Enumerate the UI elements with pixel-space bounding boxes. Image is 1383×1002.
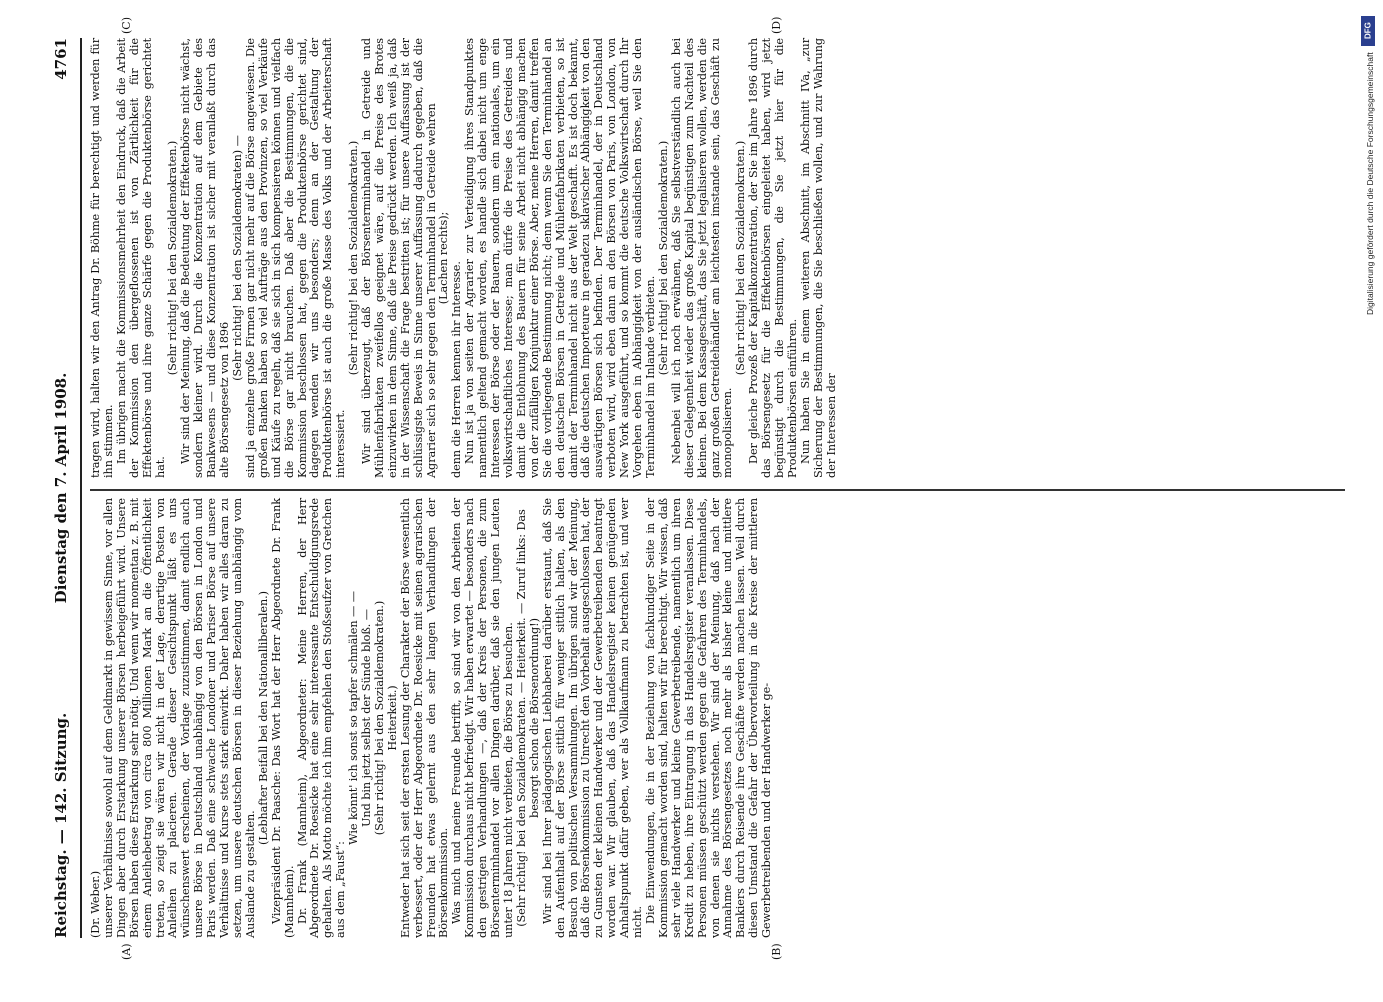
page-number: 4761 [52, 38, 70, 80]
paragraph: Im übrigen macht die Kommissionsmehrheit den Eindruck, daß die Arbeit der Kommission den übergeflossenen ist von Zärtlichkeit für die Effektenbörse und ihre ganze Schärfe gegen die Produktenbörse gerichtet hat. [114, 38, 167, 478]
header-rule [80, 38, 82, 938]
paragraph: unserer Verhältnisse sowohl auf dem Geldmarkt in gewissem Sinne, vor allen Dingen aber durch Erstarkung unserer Börsen herbeigeführt wird. Unsere Börsen haben diese Erstarkung sehr nötig. Und wenn wir momentan z. B. mit einem Anleihebetrag von circa 800 Millionen Mark an die Öffentlichkeit treten, so zeigt sie wären wir nicht in der Lage, derartige Posten von Anleihen zu placieren. Gerade dieser Gesichtspunkt läßt es uns wünschenswert erscheinen, der Vorlage zuzustimmen, damit endlich auch unsere Börse in Deutschland unabhängig von den Börsen in London und Paris werden. Daß eine schwache Londoner und Pariser Börse auf unsere Verhältnisse und Kurse stets stark einwirkt. Daher haben wir alles daran zu setzen, um unsere deutschen Börsen in dieser Beziehung unabhängig vom Auslande zu gestalten. [101, 498, 257, 938]
paragraph: sind ja einzelne große Firmen gar nicht mehr auf die Börse angewiesen. Die großen Banken haben so viel Aufträge aus den Provinzen, so viel Verkäufe und Käufe zu regeln, daß sie sich in sich kompensieren können und vielfach die Börse gar nicht brauchen. Daß aber die Bestimmungen, die die Kommission beschlossen hat, gegen die Produktenbörse gerichtet sind, dagegen wenden wir uns besonders; denn an der Gestaltung der Produktenbörse ist auch die große Masse des Volks und der Arbeiterschaft interessiert. [243, 38, 348, 478]
interjection: (Sehr richtig! bei den Sozialdemokraten) — [230, 135, 244, 381]
paragraph: Wir sind überzeugt, daß der Börsenterminhandel in Getreide und Mühlenfabrikaten zweifellos geeignet wäre, auf die Preise des Brotes einzuwirken in dem Sinne, daß die Preise gedrückt werden. Ich weiß ja, daß in der Wissenschaft die Frage bestritten ist; für unsere Auffassung ist der schlüssigste Beweis in Sinne unserer Auffassung dadurch gegeben, daß die Agrarier sich so sehr gegen den Terminhandel in Getreide wehren [360, 38, 438, 478]
left-column [90, 498, 774, 938]
quote-line: Wie könnt' ich sonst so tapfer schmälen — — [347, 591, 361, 845]
paragraph: Nebenbei will ich noch erwähnen, daß Sie selbstverständlich auch bei dieser Gelegenheit wieder das große Kapital begünstigen zum Nachteil des kleinen. Bei dem Kassageschäft, das Sie jetzt legalisieren wollen, werden die ganz großen Getreidehändler am leichtesten imstande sein, das Geschäft zu monopolisieren. [669, 38, 735, 478]
paragraph: Vizepräsident Dr. Paasche: Das Wort hat der Herr Abgeordnete Dr. Frank (Mannheim). [269, 498, 296, 938]
paragraph: tragen wird, halten wir den Antrag Dr. Böhme für berechtigt und werden für ihn stimmen. [89, 38, 115, 478]
paragraph: Der gleiche Prozeß der Kapitalkonzentration, der Sie im Jahre 1896 durch das Börsengesetz für die Effektenbörsen eingeleitet haben, wird jetzt begünstigt durch die Bestimmungen, die Sie jetzt hier für die Produktenbörsen einführen. [747, 38, 799, 478]
margin-letter-a: (A) [120, 943, 133, 960]
paragraph: denn die Herren kennen ihr Interesse. [450, 261, 464, 478]
header-date: Dienstag den 7. April 1908. [52, 372, 70, 604]
paragraph: Wir sind bei Ihrer pädagogischen Liebhaberei darüber erstaunt, daß Sie den Aufenthalt auf der Börse sittlich für weniger sittlich halten, als den Besuch von politischen Versammlungen. Im übrigen sind wir der Meinung, daß die Börsenkommission zu Unrecht den Vorbehalt ausgeschlossen hat, der zu Gunsten der kleinen Handwerker und der Gewerbetreibenden beantragt worden war. Wir glauben, daß das Handelsregister keinen genügenden Anhaltspunkt dafür geben, wer als Vollkaufmann zu betrachten ist, und wer nicht. [540, 498, 645, 938]
interjection: (Lebhafter Beifall bei den Nationalliberalen.) [256, 591, 270, 845]
speaker-note: (Dr. Weber.) [89, 870, 102, 938]
paragraph: Entweder hat sich seit der ersten Lesung der Charakter der Börse wesentlich verbessert, oder der Herr Abgeordnete Dr. Roesicke mit seinen agrarischen Freunden hat etwas gelernt aus den sehr langen Verhandlungen der Börsenkommission. [398, 498, 451, 938]
dfg-logo: DFG [1361, 16, 1375, 46]
page-header [52, 38, 76, 938]
interjection: (Sehr richtig! bei den Sozialdemokraten.) [347, 140, 361, 376]
margin-letter-c: (C) [120, 17, 133, 34]
header-session: Reichstag. — 142. Sitzung. [52, 712, 70, 938]
margin-letter-d: (D) [770, 16, 783, 34]
interjection: (Sehr richtig! bei den Sozialdemokraten.) [372, 600, 386, 836]
interjection: (Lachen rechts); [437, 211, 451, 305]
paragraph: Die Einwendungen, die in der Beziehung von fachkundiger Seite in der Kommission gemacht worden sind, halten wir für berechtigt. Wir wissen, daß sehr viele Handwerker und kleine Gewerbetreibende, namentlich um ihren Kredit zu heben, ihre Eintragung in das Handelsregister veranlassen. Diese Personen müssen geschützt werden gegen die Gefahren des Terminhandels, von denen sie nichts verstehen. Wir sind der Meinung, daß nach der Annahme des Börsengesetzes noch mehr als bisher kleine und mittlere Bankiers durch Reisende ihre Geschäfte werden machen lassen. Weil durch diesen Umstand die Gefahr der Übervorteilung in die Kreise der mittleren Gewerbetreibenden und der Handwerker ge- [643, 498, 774, 938]
interjection: (Sehr richtig! bei den Sozialdemokraten. — Heiterkeit. — Zuruf links: Das besorgt schon die Börsenordnung!) [514, 509, 541, 927]
paragraph: Nun haben Sie in einem weiteren Abschnitt, im Abschnitt IVa, „zur Sicherung der Bestimmungen, die Sie beschließen wollen, und zur Wahrung der Interessen der [798, 38, 838, 478]
interjection: (Sehr richtig! bei den Sozialdemokraten.) [734, 140, 748, 376]
column-divider [90, 489, 1345, 491]
paragraph: Nun ist ja von seiten der Agrarier zur Verteidigung ihres Standpunktes namentlich geltend gemacht worden, es handle sich dabei nicht um enge Interessen der Börse oder der Bauern, sondern um ein nationales, um ein volkswirtschaftliches Interesse; man dürfe die Preise des Getreides und damit die Entlohnung des Bauern für seine Arbeit nicht abhängig machen von der zufälligen Konjunktur einer Börse. Aber, meine Herren, damit treffen Sie die vorliegende Bestimmung nicht; denn wenn Sie den Terminhandel an den deutschen Börsen in Getreide und Mühlenfabrikaten verbieten, so ist damit der Terminhandel nicht aus der Welt geschafft. Es ist doch bekannt, daß die deutschen Importeure in geradezu sklavischer Abhängigkeit von den auswärtigen Börsen sich befinden. Der Terminhandel, der in Deutschland verboten wird, wird eben dann an den Börsen von Paris, von London, von New York ausgeführt, und so kommt die deutsche Volkswirtschaft durch Ihr Vorgehen eben in Abhängigkeit von der ausländischen Börse, weil Sie den Terminhandel im Inlande verbieten. [463, 38, 657, 478]
interjection: (Sehr richtig! bei den Sozialdemokraten.) [656, 140, 670, 376]
paragraph: Was mich und meine Freunde betrifft, so sind wir von den Arbeiten der Kommission durchaus nicht befriedigt. Wir haben erwartet — besonders nach den gestrigen Verhandlungen —, daß der Kreis der Personen, die zum Börsenterminhandel vor allen Dingen darüber, daß sie den jungen Leuten unter 18 Jahren nicht verbieten, die Börse zu besuchen. [450, 498, 515, 938]
interjection: (Sehr richtig! bei den Sozialdemokraten.) [166, 140, 180, 376]
paragraph: Dr. Frank (Mannheim), Abgeordneter: Meine Herren, der Herr Abgeordnete Dr. Roesicke hat eine sehr interessante Entschuldigungsrede gehalten. Als Motto möchte ich ihm empfehlen den Stoßseufzer von Gretchen aus dem „Faust“: [295, 498, 348, 938]
paragraph: Wir sind der Meinung, daß die Bedeutung der Effektenbörse nicht wächst, sondern kleiner wird. Durch die Konzentration auf dem Gebiete des Bankwesens — und diese Konzentration ist sicher mit veranlaßt durch das alte Börsengesetz von 1896 [179, 38, 232, 478]
quote-line: Und bin jetzt selbst der Sünde bloß. — [360, 609, 374, 827]
digitization-sidebar [1355, 8, 1381, 992]
digitization-credit: Digitalisierung gefördert durch die Deutsche Forschungsgemeinschaft [1365, 52, 1375, 315]
interjection: Heiterkeit.) [385, 685, 399, 751]
margin-letter-b: (B) [770, 943, 783, 960]
right-column [90, 38, 839, 478]
